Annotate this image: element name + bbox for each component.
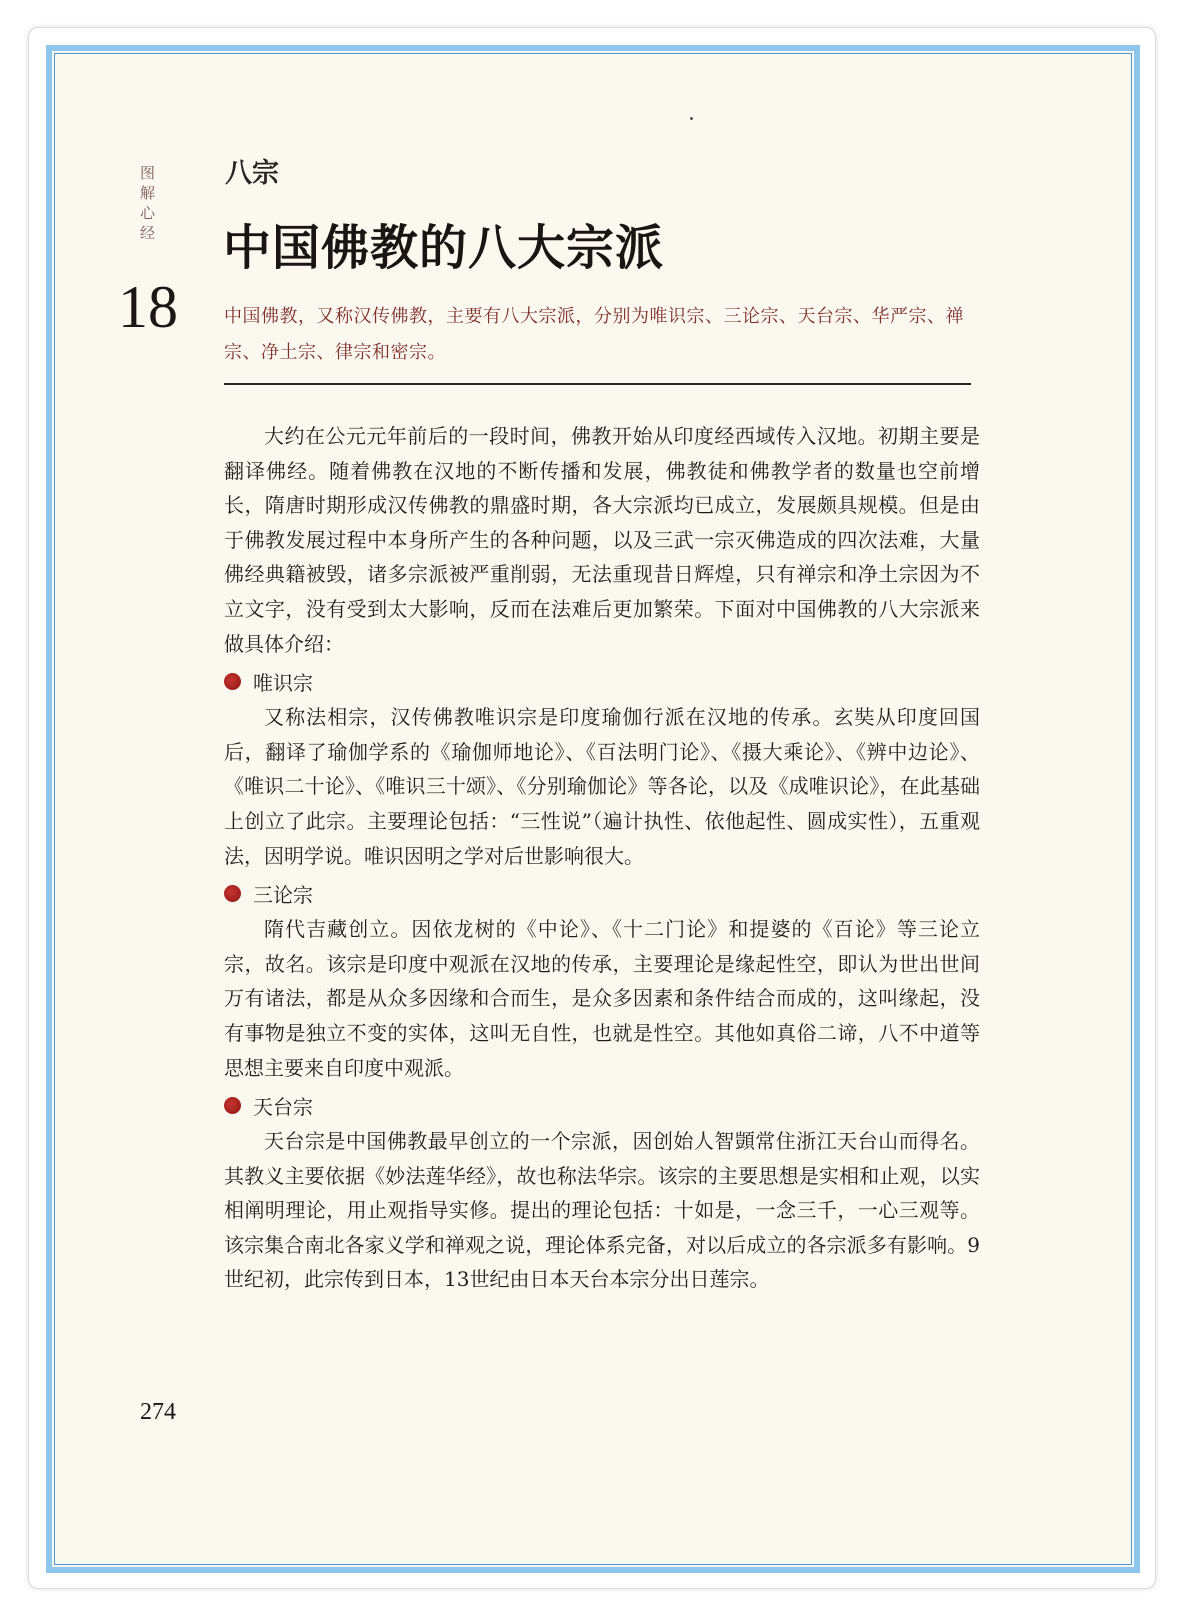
section-paragraph: 天台宗是中国佛教最早创立的一个宗派，因创始人智顗常住浙江天台山而得名。其教义主要依据《妙法莲华经》，故也称法华宗。该宗的主要思想是实相和止观，以实相阐明理论，用止观指导实修。提出的理论包括：十如是，一念三千，一心三观等。该宗集合南北各家义学和禅观之说，理论体系完备，对以后成立的各宗派多有影响。9世纪初，此宗传到日本，13世纪由日本天台本宗分出日莲宗。 (224, 1129, 980, 1292)
category-label: 八宗 (225, 158, 279, 189)
side-label: 图解心经 (139, 164, 156, 242)
section-paragraph: 又称法相宗，汉传佛教唯识宗是印度瑜伽行派在汉地的传承。玄奘从印度回国后，翻译了瑜伽学系的《瑜伽师地论》、《百法明门论》、《摄大乘论》、《辨中边论》、《唯识二十论》、《唯识三十颂》、《分别瑜伽论》等各论，以及《成唯识论》，在此基础上创立了此宗。主要理论包括：“三性说”（遍计执性、依他起性、圆成实性），五重观法，因明学说。唯识因明之学对后世影响很大。 (224, 705, 980, 868)
intro-paragraph: 大约在公元元年前后的一段时间，佛教开始从印度经西域传入汉地。初期主要是翻译佛经。随着佛教在汉地的不断传播和发展，佛教徒和佛教学者的数量也空前增长，隋唐时期形成汉传佛教的鼎盛时期，各大宗派均已成立，发展颇具规模。但是由于佛教发展过程中本身所产生的各种问题，以及三武一宗灭佛造成的四次法难，大量佛经典籍被毁，诸多宗派被严重削弱，无法重现昔日辉煌，只有禅宗和净土宗因为不立文字，没有受到太大影响，反而在法难后更加繁荣。下面对中国佛教的八大宗派来做具体介绍： (224, 424, 980, 656)
seal-bullet-icon (224, 1097, 241, 1114)
page-number: 274 (140, 1399, 176, 1425)
divider (224, 383, 971, 385)
section-heading (224, 1086, 980, 1124)
section-heading (224, 874, 980, 912)
seal-bullet-icon (224, 885, 241, 902)
chapter-number: 18 (118, 274, 178, 340)
section-paragraph: 隋代吉藏创立。因依龙树的《中论》、《十二门论》和提婆的《百论》等三论立宗，故名。该宗是印度中观派在汉地的传承，主要理论是缘起性空，即认为世出世间万有诸法，都是从众多因缘和合而生，是众多因素和条件结合而成的，这叫缘起，没有事物是独立不变的实体，这叫无自性，也就是性空。其他如真俗二谛，八不中道等思想主要来自印度中观派。 (224, 917, 980, 1080)
section-heading (224, 662, 980, 700)
body-text (224, 419, 980, 1297)
section-heading-label: 三论宗 (253, 882, 313, 907)
seal-bullet-icon (224, 673, 241, 690)
book-page (58, 57, 1128, 1561)
paper-speck (690, 117, 693, 120)
section-heading-label: 天台宗 (253, 1094, 313, 1119)
section-heading-label: 唯识宗 (253, 670, 313, 695)
subtitle: 中国佛教，又称汉传佛教，主要有八大宗派，分别为唯识宗、三论宗、天台宗、华严宗、禅宗、净土宗、律宗和密宗。 (224, 306, 964, 363)
page-title: 中国佛教的八大宗派 (223, 220, 665, 276)
